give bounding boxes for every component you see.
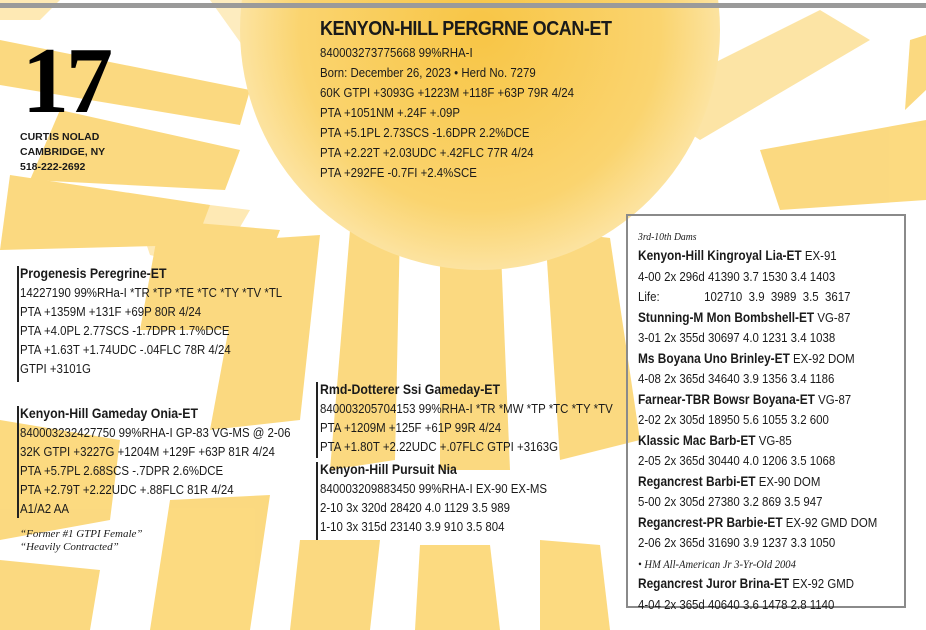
animal-info bbox=[320, 43, 574, 183]
consignor-location: CAMBRIDGE, NY bbox=[20, 146, 106, 158]
granddam-block bbox=[320, 460, 547, 536]
top-border-line bbox=[0, 3, 926, 8]
dam-entry-score: EX-92 GMD DOM bbox=[782, 514, 878, 530]
animal-info-line: Born: December 26, 2023 • Herd No. 7279 bbox=[320, 65, 536, 80]
dam-entry bbox=[638, 431, 877, 452]
dam-entry-score: VG-85 bbox=[755, 432, 792, 448]
consignor-name: CURTIS NOLAD bbox=[20, 131, 100, 143]
animal-info-line: 60K GTPI +3093G +1223M +118F +63P 79R 4/24 bbox=[320, 85, 574, 100]
dam-line: 32K GTPI +3227G +1204M +129F +63P 81R 4/24 bbox=[20, 444, 275, 459]
sire-line: PTA +4.0PL 2.77SCS -1.7DPR 1.7%DCE bbox=[20, 323, 230, 338]
animal-info-line: PTA +2.22T +2.03UDC +.42FLC 77R 4/24 bbox=[320, 145, 534, 160]
dam-entry-score: VG-87 bbox=[814, 391, 852, 407]
dam-entry-record: 3-01 2x 355d 30697 4.0 1231 3.4 1038 bbox=[638, 330, 836, 345]
dam-entry-name: Klassic Mac Barb-ET bbox=[638, 432, 756, 448]
dam-entry-name: Ms Boyana Uno Brinley-ET bbox=[638, 350, 790, 366]
animal-info-line: PTA +292FE -0.7FI +2.4%SCE bbox=[320, 165, 477, 180]
granddam-line: 2-10 3x 320d 28420 4.0 1129 3.5 989 bbox=[320, 500, 510, 515]
dam-entry-record: 2-05 2x 365d 30440 4.0 1206 3.5 1068 bbox=[638, 453, 836, 468]
dam-entry bbox=[638, 472, 877, 493]
dam-entry-record: 2-02 2x 305d 18950 5.6 1055 3.2 600 bbox=[638, 412, 829, 427]
dam-note: “Former #1 GTPI Female” bbox=[20, 528, 143, 540]
mgs-line: PTA +1209M +125F +61P 99R 4/24 bbox=[320, 420, 502, 435]
dam-entry-score: EX-91 bbox=[801, 248, 837, 263]
mgs-block bbox=[320, 380, 613, 456]
dam-entry bbox=[638, 349, 877, 370]
dam-entry-record: 2-06 2x 365d 31690 3.9 1237 3.3 1050 bbox=[638, 535, 836, 550]
dam-entry-record: 4-08 2x 365d 34640 3.9 1356 3.4 1186 bbox=[638, 371, 835, 386]
dam-entry-name: Farnear-TBR Bowsr Boyana-ET bbox=[638, 391, 815, 407]
dam-line: A1/A2 AA bbox=[20, 501, 69, 516]
sire-block bbox=[20, 264, 282, 378]
dam-entry bbox=[638, 246, 877, 267]
consignor-block bbox=[20, 130, 105, 175]
dam-entry-name: Regancrest Barbi-ET bbox=[638, 473, 756, 489]
consignor-phone: 518-222-2692 bbox=[20, 161, 86, 173]
granddam-bracket bbox=[316, 462, 318, 540]
dam-entry-name: Regancrest Juror Brina-ET bbox=[638, 576, 790, 591]
dam-entry-score: VG-87 bbox=[814, 309, 851, 325]
dam-line: 840003232427750 99%RHA-I GP-83 VG-MS @ 2-06 bbox=[20, 425, 291, 440]
granddam-name: Kenyon-Hill Pursuit Nia bbox=[320, 461, 457, 477]
dam-entry bbox=[638, 390, 877, 411]
dam-block bbox=[20, 404, 290, 518]
sire-line: GTPI +3101G bbox=[20, 361, 91, 376]
dam-entry bbox=[638, 513, 877, 534]
sire-bracket bbox=[17, 266, 19, 382]
dam-entry-name: Regancrest-PR Barbie-ET bbox=[638, 514, 783, 530]
dam-entry bbox=[638, 308, 877, 329]
dam-line: PTA +2.79T +2.22UDC +.88FLC 81R 4/24 bbox=[20, 482, 234, 497]
dam-entry-name: Stunning-M Mon Bombshell-ET bbox=[638, 309, 815, 325]
dam-line: PTA +5.7PL 2.68SCS -.7DPR 2.6%DCE bbox=[20, 463, 224, 478]
mgs-bracket bbox=[316, 382, 318, 458]
dams-header: 3rd-10th Dams bbox=[638, 231, 697, 243]
dam-entry-record: Life: 102710 3.9 3989 3.5 3617 bbox=[638, 289, 851, 304]
animal-info-line: PTA +5.1PL 2.73SCS -1.6DPR 2.2%DCE bbox=[320, 125, 530, 140]
granddam-line: 1-10 3x 315d 23140 3.9 910 3.5 804 bbox=[320, 519, 505, 534]
mgs-line: PTA +1.80T +2.22UDC +.07FLC GTPI +3163G bbox=[320, 439, 559, 454]
sire-line: PTA +1359M +131F +69P 80R 4/24 bbox=[20, 304, 202, 319]
sire-line: 14227190 99%RHa-I *TR *TP *TE *TC *TY *TV *TL bbox=[20, 285, 283, 300]
dam-entry-name: Kenyon-Hill Kingroyal Lia-ET bbox=[638, 248, 802, 263]
dam-entry bbox=[638, 574, 877, 595]
lot-number: 17 bbox=[22, 29, 110, 133]
animal-name: KENYON-HILL PERGRNE OCAN-ET bbox=[320, 18, 612, 40]
dam-name: Kenyon-Hill Gameday Onia-ET bbox=[20, 405, 198, 421]
dam-entry-score: EX-92 GMD bbox=[789, 576, 855, 591]
dam-entry-record: 4-04 2x 365d 40640 3.6 1478 2.8 1140 bbox=[638, 596, 835, 612]
dam-entry-record: 4-00 2x 296d 41390 3.7 1530 3.4 1403 bbox=[638, 268, 836, 284]
animal-info-line: PTA +1051NM +.24F +.09P bbox=[320, 105, 461, 120]
mgs-line: 840003205704153 99%RHA-I *TR *MW *TP *TC *TY *TV bbox=[320, 401, 613, 416]
dam-entry-award: • HM All-American Jr 3-Yr-Old 2004 bbox=[638, 556, 796, 571]
dam-entry-score: EX-92 DOM bbox=[789, 350, 855, 366]
dam-bracket bbox=[17, 406, 19, 518]
dams-list bbox=[638, 230, 877, 615]
dam-entry-record: 5-00 2x 305d 27380 3.2 869 3.5 947 bbox=[638, 494, 823, 509]
sire-name: Progenesis Peregrine-ET bbox=[20, 265, 167, 281]
dam-note: “Heavily Contracted” bbox=[20, 541, 119, 553]
mgs-name: Rmd-Dotterer Ssi Gameday-ET bbox=[320, 381, 501, 397]
sire-line: PTA +1.63T +1.74UDC -.04FLC 78R 4/24 bbox=[20, 342, 231, 357]
dam-notes bbox=[20, 528, 143, 554]
dam-entry-score: EX-90 DOM bbox=[755, 473, 821, 489]
granddam-line: 840003209883450 99%RHA-I EX-90 EX-MS bbox=[320, 481, 548, 496]
animal-info-line: 840003273775668 99%RHA-I bbox=[320, 45, 473, 60]
